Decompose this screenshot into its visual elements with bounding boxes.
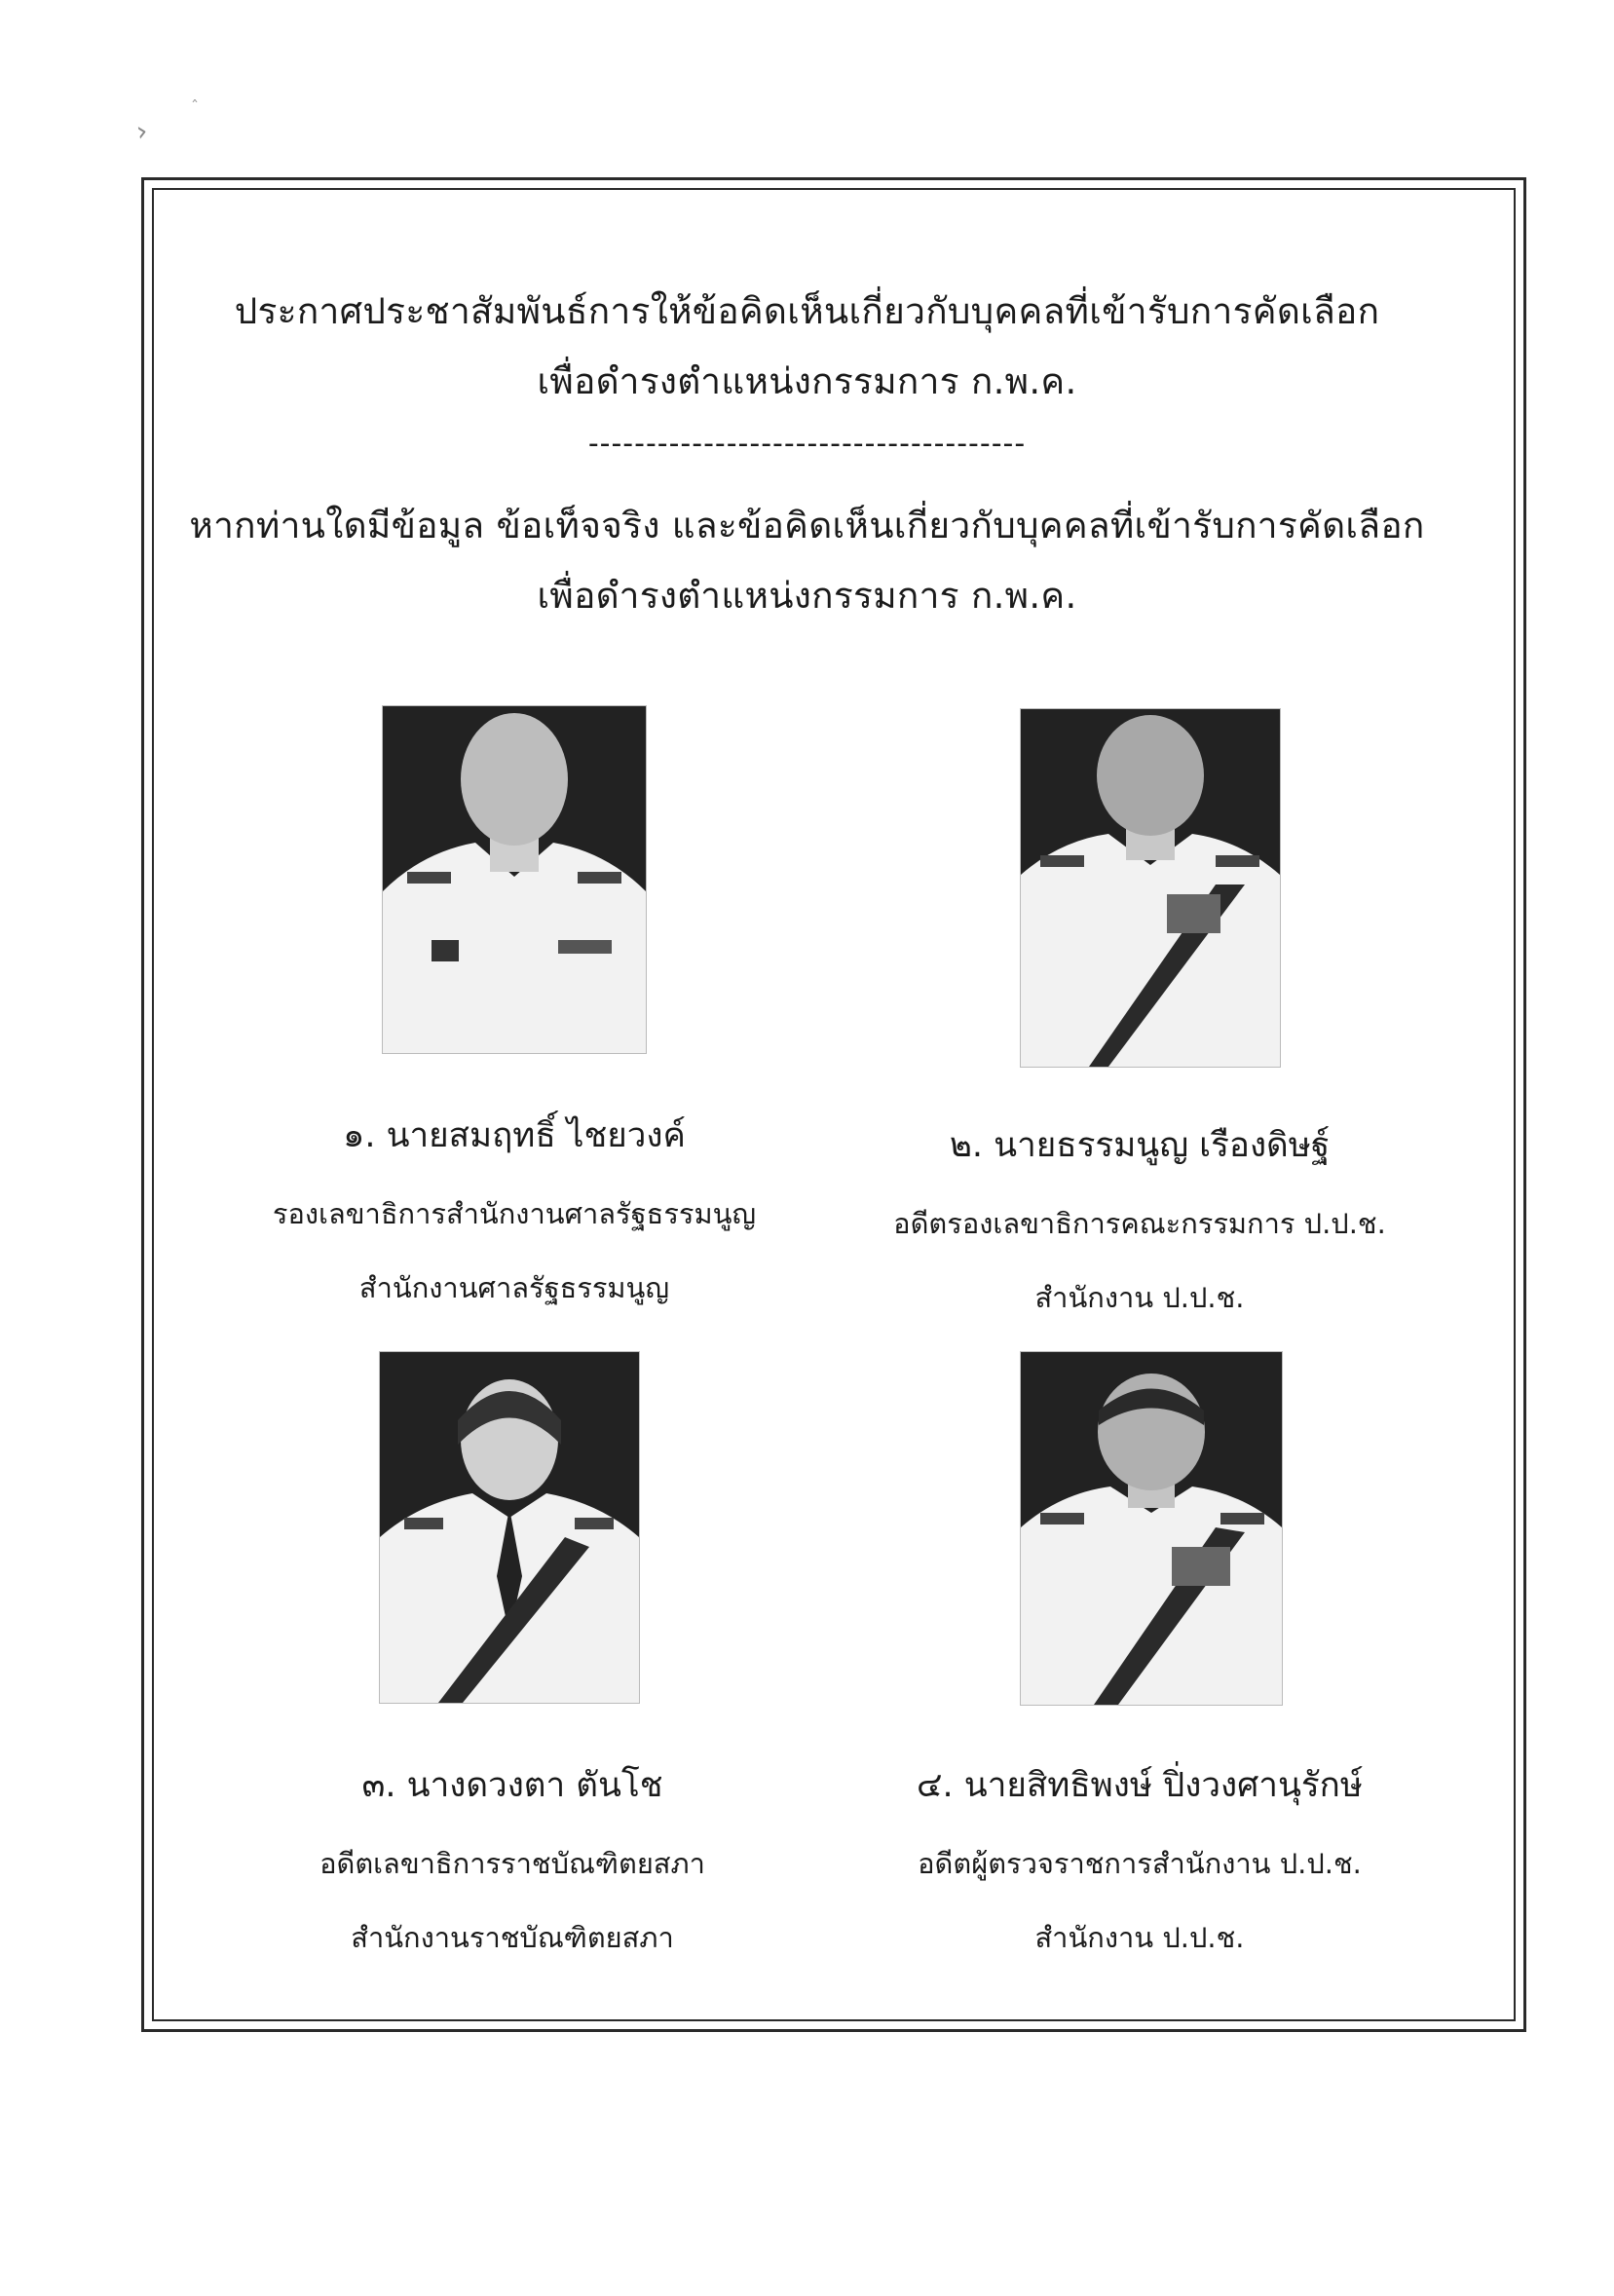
candidate-4-info bbox=[838, 1758, 1442, 1960]
candidate-3-position: อดีตเลขาธิการราชบัณฑิตยสภา bbox=[319, 1847, 705, 1880]
candidate-2-info bbox=[838, 1118, 1442, 1320]
candidate-1-organization: สำนักงานศาลรัฐธรรมนูญ bbox=[358, 1271, 670, 1304]
candidate-1-name: ๑. นายสมฤทธิ์ ไชยวงค์ bbox=[343, 1116, 686, 1155]
document-border-inner bbox=[152, 188, 1516, 2021]
title-divider: -------------------------------------- bbox=[587, 427, 1027, 461]
candidate-photo-4 bbox=[1021, 1352, 1282, 1705]
candidate-2-name: ๒. นายธรรมนูญ เรืองดิษฐ์ bbox=[949, 1126, 1331, 1165]
candidate-3-organization: สำนักงานราชบัณฑิตยสภา bbox=[351, 1921, 674, 1954]
candidate-4-organization: สำนักงาน ป.ป.ช. bbox=[1034, 1921, 1245, 1954]
scan-mark: › bbox=[133, 114, 150, 148]
candidate-3-name: ๓. นางดวงตา ตันโช bbox=[361, 1766, 663, 1805]
announcement-body-line2: เพื่อดำรงตำแหน่งกรรมการ ก.พ.ค. bbox=[537, 575, 1077, 617]
candidate-photo-3 bbox=[380, 1352, 639, 1703]
announcement-body-line1: หากท่านใดมีข้อมูล ข้อเท็จจริง และข้อคิดเห็นเกี่ยวกับบุคคลที่เข้ารับการคัดเลือก bbox=[189, 505, 1425, 546]
candidate-3-info bbox=[212, 1758, 812, 1960]
candidate-2-organization: สำนักงาน ป.ป.ช. bbox=[1034, 1281, 1245, 1314]
candidate-2-position: อดีตรองเลขาธิการคณะกรรมการ ป.ป.ช. bbox=[893, 1207, 1386, 1240]
candidate-photo-1 bbox=[383, 706, 646, 1053]
scan-mark-dot: ˆ bbox=[191, 97, 199, 116]
candidate-photo-2 bbox=[1021, 709, 1280, 1067]
candidate-4-name: ๔. นายสิทธิพงษ์ ปิ่งวงศานุรักษ์ bbox=[917, 1766, 1363, 1805]
announcement-title-line1: ประกาศประชาสัมพันธ์การให้ข้อคิดเห็นเกี่ยวกับบุคคลที่เข้ารับการคัดเลือก bbox=[234, 290, 1380, 332]
candidate-4-position: อดีตผู้ตรวจราชการสำนักงาน ป.ป.ช. bbox=[918, 1847, 1362, 1880]
announcement-title-line2: เพื่อดำรงตำแหน่งกรรมการ ก.พ.ค. bbox=[537, 360, 1077, 402]
candidate-1-position: รองเลขาธิการสำนักงานศาลรัฐธรรมนูญ bbox=[272, 1197, 757, 1230]
candidate-1-info bbox=[214, 1109, 814, 1310]
